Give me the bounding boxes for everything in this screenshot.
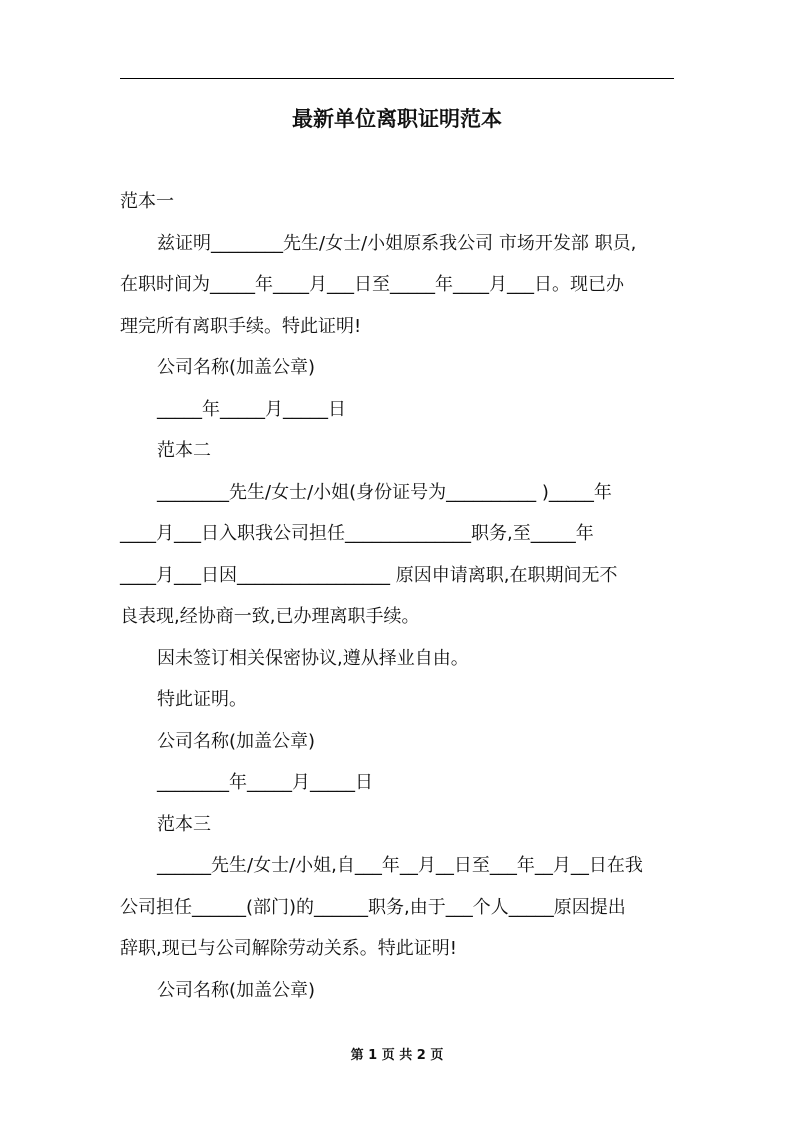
section-heading-3: 范本三 [157, 813, 211, 835]
paragraph-line: ____月___日因_________________ 原因申请离职,在职期间无不 [120, 564, 618, 586]
paragraph-line: 公司担任______(部门)的______职务,由于___个人_____原因提出 [120, 896, 626, 918]
section-heading-2: 范本二 [157, 440, 211, 461]
paragraph-line: 良表现,经协商一致,已办理离职手续。 [120, 606, 420, 627]
paragraph-line: ______先生/女士/小姐,自___年__月__日至___年__月__日在我 [157, 855, 643, 876]
page-title: 最新单位离职证明范本 [292, 107, 502, 131]
company-name-line: 公司名称(加盖公章) [157, 730, 316, 752]
date-line: _____年_____月_____日 [157, 398, 346, 420]
company-name-line: 公司名称(加盖公章) [157, 979, 316, 1001]
paragraph-line: 特此证明。 [157, 689, 247, 710]
paragraph-line: 理完所有离职手续。特此证明! [120, 315, 362, 337]
paragraph-line: 辞职,现已与公司解除劳动关系。特此证明! [120, 938, 457, 959]
paragraph-line: ________先生/女士/小姐(身份证号为__________ )_____年 [157, 481, 612, 503]
paragraph-line: 兹证明________先生/女士/小姐原系我公司 市场开发部 职员, [157, 232, 637, 254]
paragraph-line: ____月___日入职我公司担任______________职务,至_____年 [120, 523, 594, 544]
document-body [120, 181, 674, 1011]
page-footer: 第 1 页 共 2 页 [350, 1048, 444, 1063]
paragraph-line: 因未签订相关保密协议,遵从择业自由。 [157, 647, 469, 669]
section-heading-1: 范本一 [120, 191, 174, 212]
company-name-line: 公司名称(加盖公章) [157, 357, 316, 378]
date-line: ________年_____月_____日 [157, 772, 373, 793]
paragraph-line: 在职时间为_____年____月___日至_____年____月___日。现已办 [120, 274, 624, 295]
header-rule [120, 78, 674, 79]
